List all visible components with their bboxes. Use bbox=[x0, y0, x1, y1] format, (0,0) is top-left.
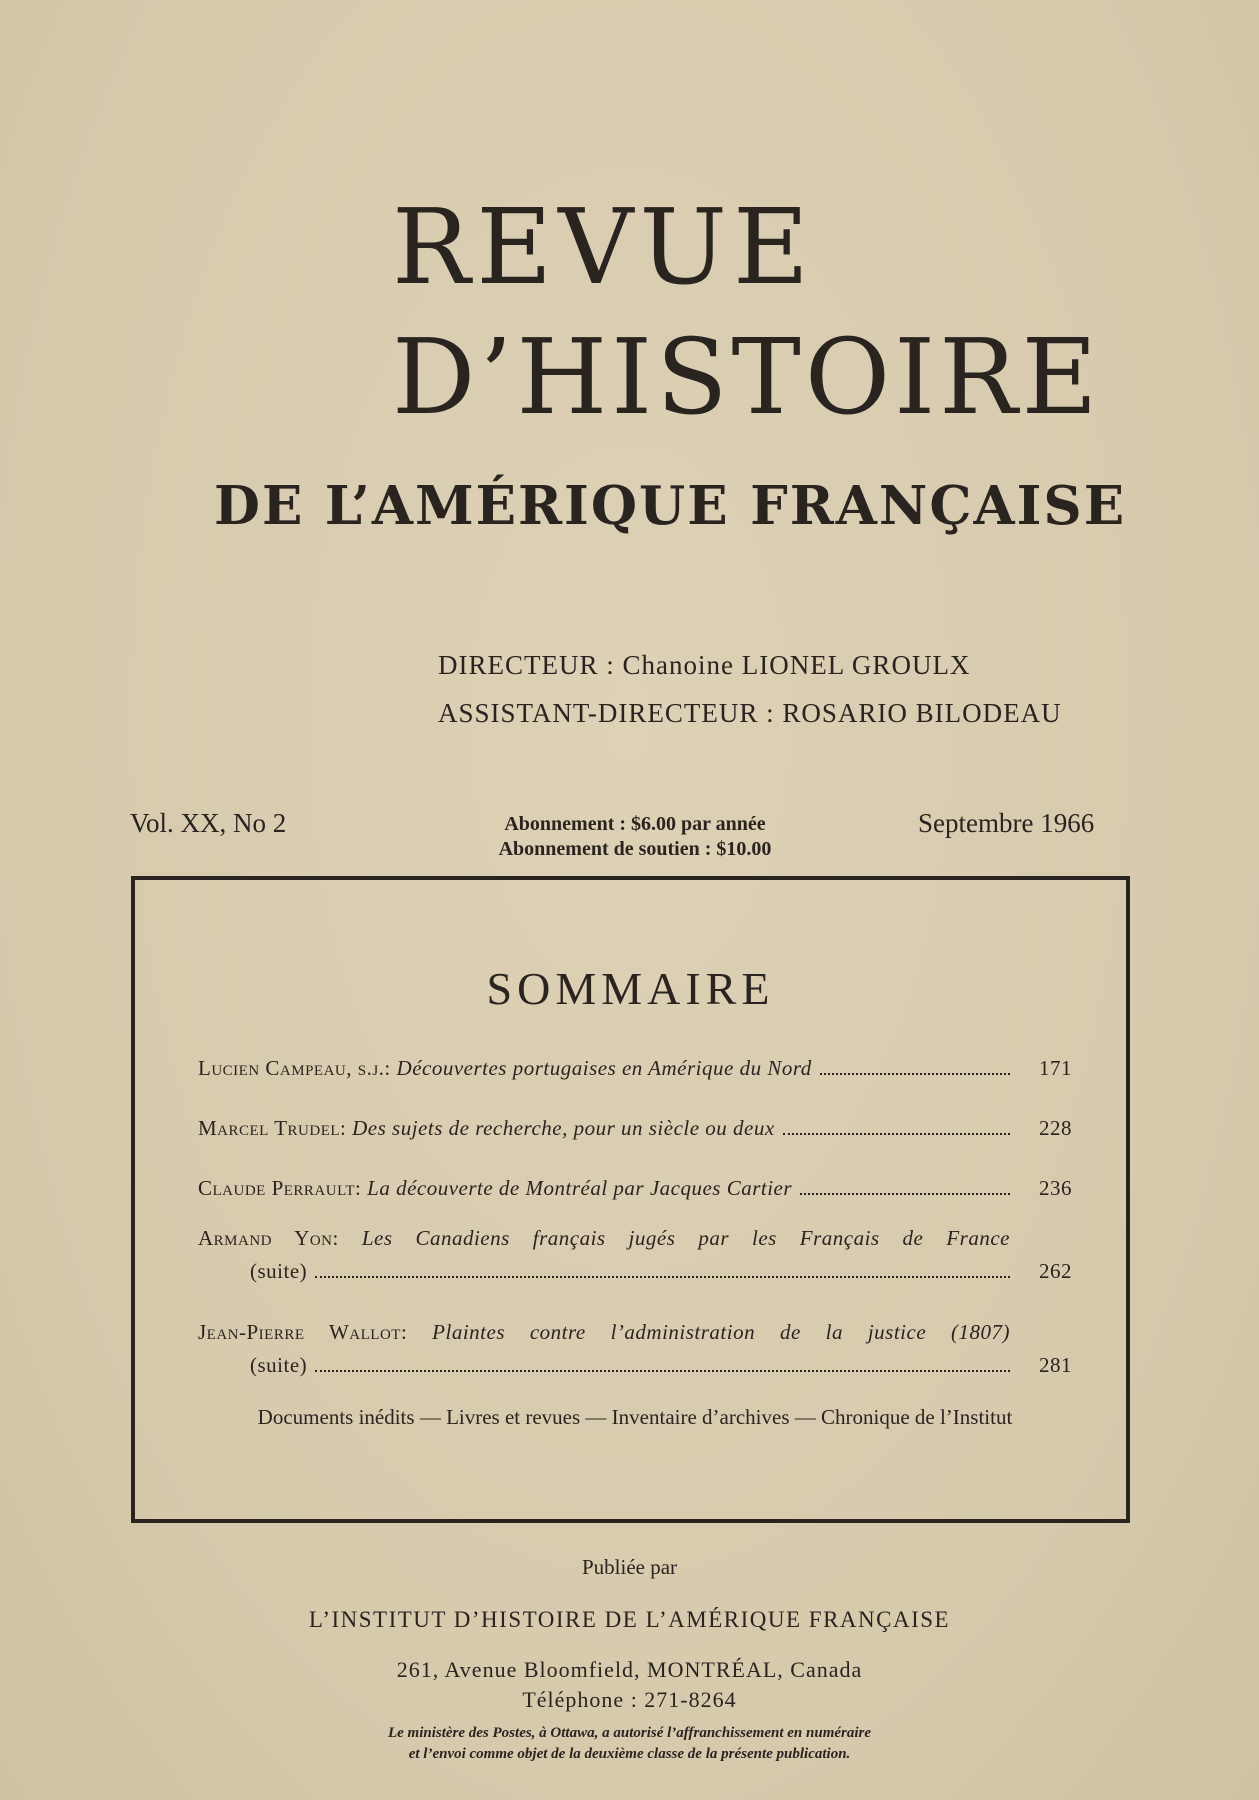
support-subscription-line: Abonnement de soutien : $10.00 bbox=[498, 838, 772, 860]
entry-author: Marcel Trudel: bbox=[198, 1116, 347, 1140]
contents-entry bbox=[198, 1222, 1072, 1287]
title-line-2: D’HISTOIRE bbox=[392, 316, 1102, 438]
entry-page: 281 bbox=[1039, 1352, 1072, 1377]
contents-entry bbox=[198, 1112, 1072, 1145]
title-line-1: REVUE bbox=[392, 186, 815, 308]
entry-title: La découverte de Montréal par Jacques Cartier bbox=[367, 1176, 793, 1200]
title-line-3: DE L’AMÉRIQUE FRANÇAISE bbox=[214, 475, 1127, 537]
entry-author: Lucien Campeau, s.j.: bbox=[198, 1056, 391, 1080]
contents-box bbox=[131, 876, 1130, 1523]
contents-entry bbox=[198, 1316, 1072, 1381]
entry-title: Des sujets de recherche, pour un siècle ou deux bbox=[352, 1116, 775, 1140]
contents-entry bbox=[198, 1052, 1072, 1085]
dot-leader bbox=[820, 1073, 1010, 1075]
entry-author: Jean-Pierre Wallot: bbox=[198, 1320, 408, 1344]
entry-title: Découvertes portugaises en Amérique du Nord bbox=[396, 1056, 812, 1080]
entry-title: Les Canadiens français jugés par les Français de France bbox=[361, 1226, 1010, 1250]
entry-page: 228 bbox=[1039, 1116, 1072, 1140]
postal-notice-1: Le ministère des Postes, à Ottawa, a autorisé l’affranchissement en numéraire bbox=[387, 1725, 872, 1741]
director-line: DIRECTEUR : Chanoine LIONEL GROULX bbox=[438, 650, 971, 680]
publisher-phone: Téléphone : 271-8264 bbox=[522, 1687, 737, 1712]
volume-number: Vol. XX, No 2 bbox=[130, 808, 287, 838]
postal-notice-2: et l’envoi comme objet de la deuxième classe de la présente publication. bbox=[408, 1746, 851, 1762]
misc-sections: Documents inédits — Livres et revues — Inventaire d’archives — Chronique de l’Institut bbox=[257, 1405, 1013, 1429]
assistant-director-line: ASSISTANT-DIRECTEUR : ROSARIO BILODEAU bbox=[438, 698, 1062, 728]
entry-page: 171 bbox=[1039, 1056, 1072, 1080]
dot-leader bbox=[315, 1370, 1010, 1372]
entry-author: Claude Perrault: bbox=[198, 1176, 362, 1200]
dot-leader bbox=[783, 1133, 1010, 1135]
entry-page: 236 bbox=[1039, 1176, 1072, 1200]
publisher-name: L’INSTITUT D’HISTOIRE DE L’AMÉRIQUE FRANÇAISE bbox=[308, 1607, 951, 1632]
entry-continuation: (suite) bbox=[250, 1352, 308, 1377]
entry-author: Armand Yon: bbox=[198, 1226, 339, 1250]
entry-page: 262 bbox=[1039, 1258, 1072, 1283]
contents-heading: SOMMAIRE bbox=[486, 963, 775, 1014]
entry-continuation: (suite) bbox=[250, 1258, 308, 1283]
issue-date: Septembre 1966 bbox=[918, 808, 1095, 838]
dot-leader bbox=[315, 1276, 1010, 1278]
publisher-address: 261, Avenue Bloomfield, MONTRÉAL, Canada bbox=[396, 1657, 863, 1682]
contents-entry bbox=[198, 1172, 1072, 1205]
dot-leader bbox=[800, 1193, 1010, 1195]
subscription-line: Abonnement : $6.00 par année bbox=[504, 813, 766, 835]
published-by: Publiée par bbox=[581, 1555, 678, 1579]
entry-title: Plaintes contre l’administration de la justice (1807) bbox=[432, 1320, 1011, 1344]
subscription-info bbox=[430, 812, 840, 862]
